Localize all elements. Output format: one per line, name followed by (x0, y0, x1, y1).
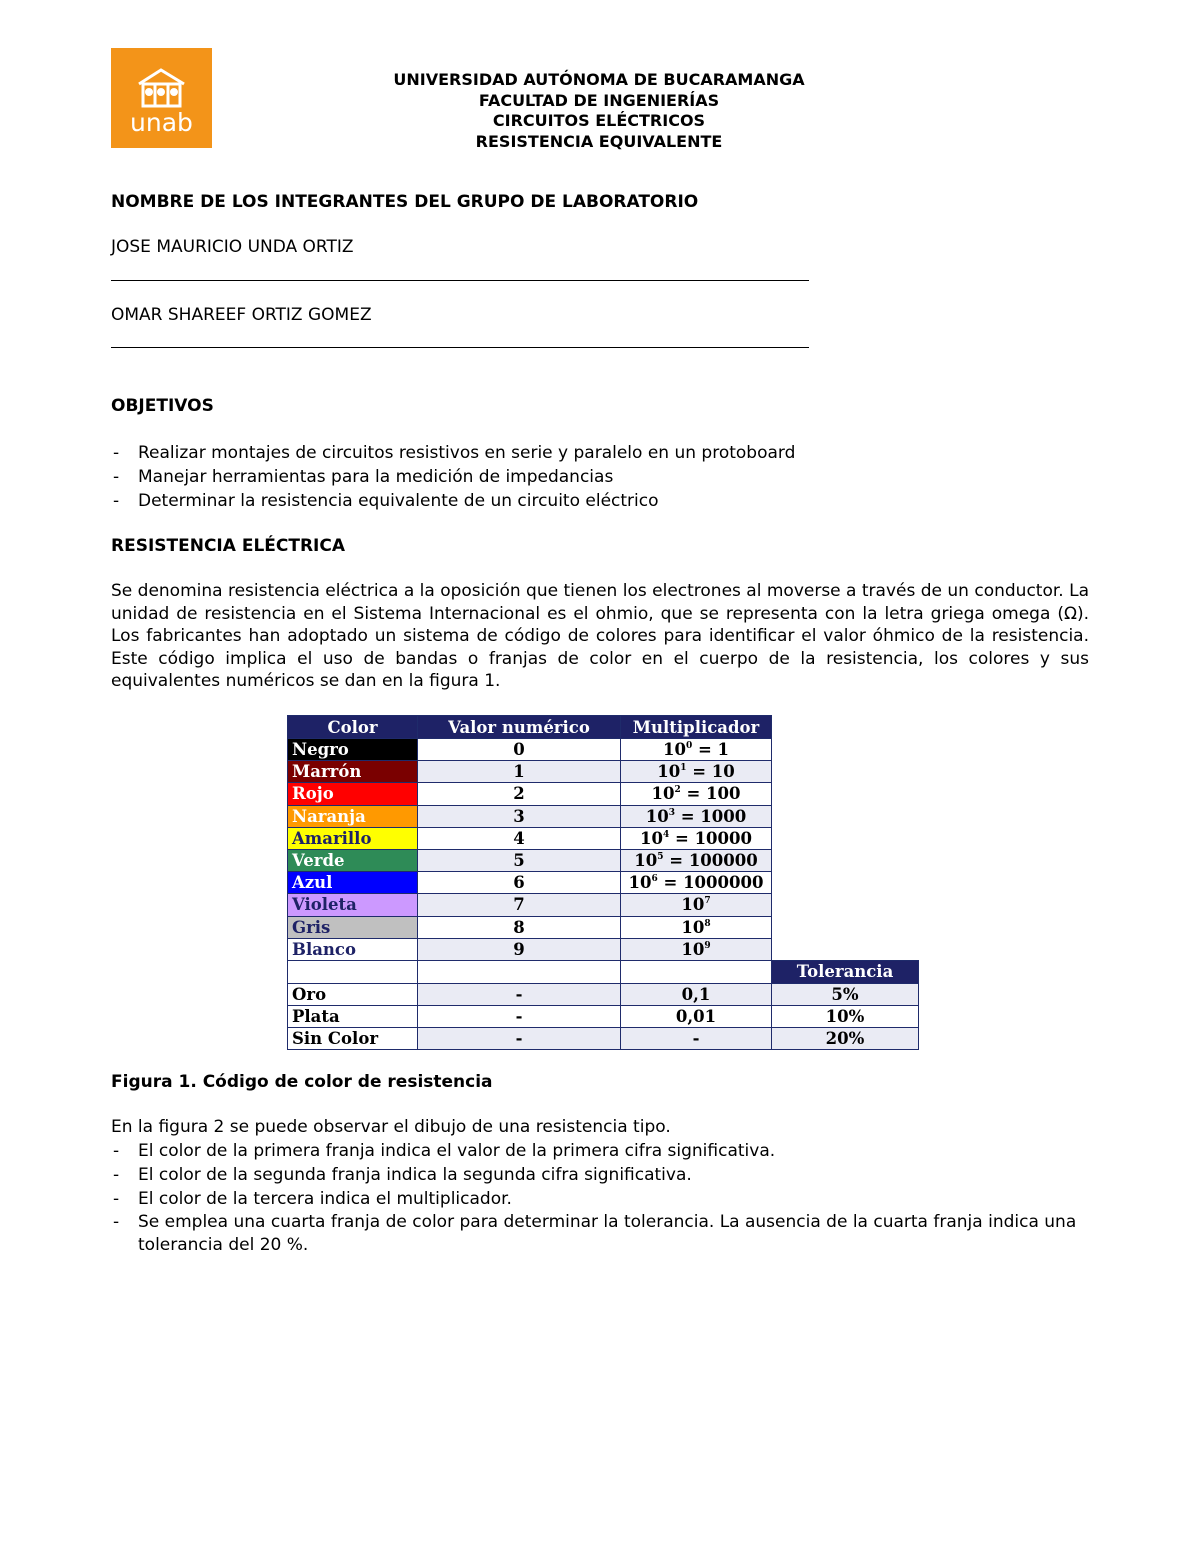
table-row (288, 1006, 919, 1028)
table-row (288, 983, 919, 1005)
empty-cell (288, 960, 418, 983)
list-item: - Manejar herramientas para la medición de impedancias (113, 467, 614, 487)
empty-cell (772, 916, 919, 938)
table-row (288, 938, 919, 960)
color-name-cell: Violeta (288, 894, 418, 916)
color-name-cell: Gris (288, 916, 418, 938)
color-name-cell: Oro (288, 983, 418, 1005)
color-name-cell: Negro (288, 739, 418, 761)
tolerance-cell: 5% (772, 983, 919, 1005)
figure-2-list (111, 1139, 1091, 1257)
value-cell: 5 (418, 849, 621, 871)
topic-name: RESISTENCIA EQUIVALENTE (475, 131, 723, 151)
empty-cell (621, 960, 772, 983)
empty-cell (772, 827, 919, 849)
empty-cell (772, 894, 919, 916)
value-cell: - (418, 1028, 621, 1050)
empty-cell (772, 849, 919, 871)
value-cell: 0 (418, 739, 621, 761)
color-name-cell: Naranja (288, 805, 418, 827)
color-name-cell: Amarillo (288, 827, 418, 849)
empty-cell (772, 805, 919, 827)
multiplier-cell: $10^5 = 100000$ (621, 849, 772, 871)
table-row (288, 849, 919, 871)
objectives-heading: OBJETIVOS (111, 396, 214, 416)
multiplier-cell: $10^1 = 10$ (621, 761, 772, 783)
figure-1-caption: Figura 1. Código de color de resistencia (111, 1072, 493, 1092)
value-cell: 3 (418, 805, 621, 827)
resistance-heading: RESISTENCIA ELÉCTRICA (111, 536, 346, 556)
resistance-paragraph: Se denomina resistencia eléctrica a la oposición que tienen los electrones al moverse a través de un conductor. La unidad de resistencia en el Sistema Internacional es el ohmio, que se representa con la letra griega omega (Ω). Los fabricantes han adoptado un sistema de código de colores para identificar el valor óhmico de la resistencia. Este código implica el uso de bandas o franjas de color en el cuerpo de la resistencia, los colores y sus equivalentes numéricos se dan en la figura 1. (111, 581, 1089, 692)
empty-cell (772, 938, 919, 960)
list-item: - El color de la tercera indica el multiplicador. (113, 1189, 512, 1209)
multiplier-cell: 0,1 (621, 983, 772, 1005)
member-name-1: JOSE MAURICIO UNDA ORTIZ (111, 237, 354, 257)
empty-cell (772, 739, 919, 761)
header-color: Color (288, 716, 418, 739)
color-name-cell: Verde (288, 849, 418, 871)
tolerance-cell: 10% (772, 1006, 919, 1028)
multiplier-cell: $10^2 = 100$ (621, 783, 772, 805)
table-row (288, 916, 919, 938)
color-name-cell: Plata (288, 1006, 418, 1028)
value-cell: 1 (418, 761, 621, 783)
color-rows (288, 739, 919, 1050)
figure-2-intro: En la figura 2 se puede observar el dibujo de una resistencia tipo. (111, 1117, 671, 1137)
value-cell: 6 (418, 872, 621, 894)
header-tolerance: Tolerancia (772, 960, 919, 983)
table-row (288, 1028, 919, 1050)
empty-cell (772, 761, 919, 783)
color-name-cell: Marrón (288, 761, 418, 783)
table-row (288, 783, 919, 805)
multiplier-cell: - (621, 1028, 772, 1050)
list-item: - Realizar montajes de circuitos resistivos en serie y paralelo en un protoboard (113, 443, 796, 463)
course-name: CIRCUITOS ELÉCTRICOS (492, 111, 706, 130)
name-underline-2 (111, 347, 809, 348)
empty-cell (418, 960, 621, 983)
logo-text: unab (130, 108, 193, 137)
table-row (288, 872, 919, 894)
name-underline-1 (111, 280, 809, 281)
value-cell: 8 (418, 916, 621, 938)
color-name-cell: Rojo (288, 783, 418, 805)
header-multiplier: Multiplicador (621, 716, 772, 739)
member-name-2: OMAR SHAREEF ORTIZ GOMEZ (111, 305, 372, 325)
multiplier-cell: $10^8$ (621, 916, 772, 938)
color-name-cell: Sin Color (288, 1028, 418, 1050)
value-cell: 9 (418, 938, 621, 960)
value-cell: - (418, 983, 621, 1005)
color-code-table (287, 715, 919, 1050)
tolerance-cell: 20% (772, 1028, 919, 1050)
faculty-name: FACULTAD DE INGENIERÍAS (478, 90, 720, 110)
multiplier-cell: 0,01 (621, 1006, 772, 1028)
multiplier-cell: $10^7$ (621, 894, 772, 916)
list-item: - Se emplea una cuarta franja de color para determinar la tolerancia. La ausencia de la cuarta franja indica una tolerancia del 20 %. (113, 1212, 1077, 1255)
list-item: - Determinar la resistencia equivalente de un circuito eléctrico (113, 491, 659, 511)
objectives-list (111, 441, 795, 513)
multiplier-cell: $10^9$ (621, 938, 772, 960)
document-header (0, 70, 1198, 152)
table-row (288, 894, 919, 916)
value-cell: 4 (418, 827, 621, 849)
color-name-cell: Azul (288, 872, 418, 894)
university-name: UNIVERSIDAD AUTÓNOMA DE BUCARAMANGA (393, 70, 805, 89)
table-row (288, 805, 919, 827)
table-row (288, 739, 919, 761)
multiplier-cell: $10^6 = 1000000$ (621, 872, 772, 894)
table-row (288, 827, 919, 849)
list-item: - El color de la segunda franja indica la segunda cifra significativa. (113, 1165, 692, 1185)
list-item: - El color de la primera franja indica el valor de la primera cifra significativa. (113, 1141, 776, 1161)
color-name-cell: Blanco (288, 938, 418, 960)
multiplier-cell: $10^4 = 10000$ (621, 827, 772, 849)
tolerance-header-row (288, 960, 919, 983)
empty-cell (772, 872, 919, 894)
value-cell: 7 (418, 894, 621, 916)
value-cell: - (418, 1006, 621, 1028)
empty-cell (772, 783, 919, 805)
header-value: Valor numérico (418, 716, 621, 739)
value-cell: 2 (418, 783, 621, 805)
multiplier-cell: $10^0 = 1$ (621, 739, 772, 761)
table-header-row (288, 716, 919, 739)
multiplier-cell: $10^3 = 1000$ (621, 805, 772, 827)
table-row (288, 761, 919, 783)
members-heading: NOMBRE DE LOS INTEGRANTES DEL GRUPO DE LABORATORIO (111, 192, 699, 212)
